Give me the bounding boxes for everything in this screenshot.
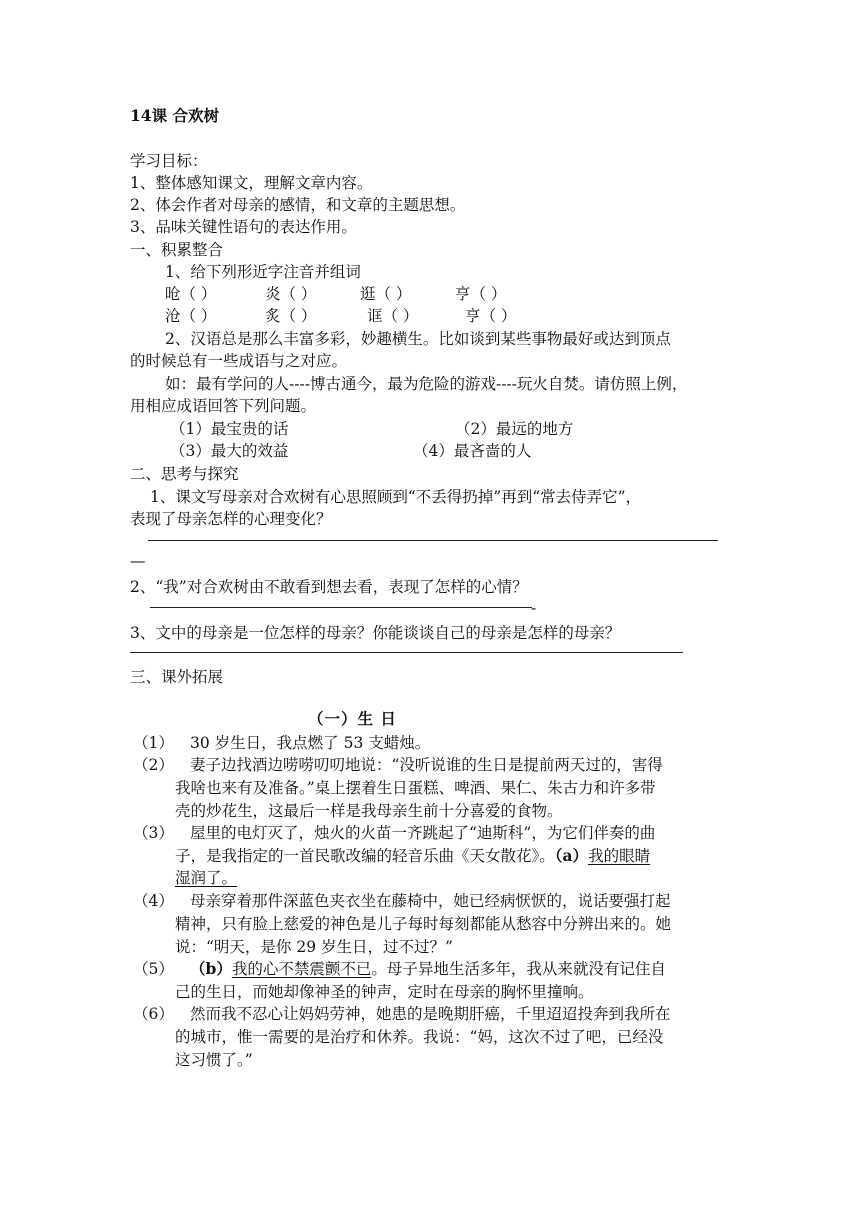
para-2-number: （2） bbox=[133, 756, 174, 774]
char-row-2-a: 沧（ ） bbox=[165, 307, 217, 325]
underlined-phrase-b: 我的心不禁震颤不已 bbox=[231, 960, 372, 978]
answer-line-3 bbox=[130, 652, 683, 653]
para-5-line-1-rest: 。母子异地生活多年，我从来就没有记住自 bbox=[371, 960, 666, 978]
section-3-heading: 三、课外拓展 bbox=[130, 668, 224, 686]
para-6-line-2: 的城市，惟一需要的是治疗和休养。我说：“妈，这次不过了吧，已经没 bbox=[175, 1028, 664, 1046]
answer-line-2 bbox=[150, 607, 532, 608]
para-5-number: （5） bbox=[133, 960, 174, 978]
para-5-line-1 bbox=[190, 958, 666, 980]
char-row-1-d: 亨（ ） bbox=[455, 285, 507, 303]
para-3-line-2-text: 子，是我指定的一首民歌改编的轻音乐曲《天女散花》。 bbox=[175, 847, 555, 865]
s1-question-2-line-4: 用相应成语回答下列问题。 bbox=[130, 397, 317, 415]
lesson-title: 14课 合欢树 bbox=[130, 106, 219, 125]
answer-line-1 bbox=[148, 540, 718, 541]
char-row-1-a: 呛（ ） bbox=[165, 285, 217, 303]
section-1-heading: 一、积累整合 bbox=[130, 241, 224, 259]
para-6-line-1: 然而我不忍心让妈妈劳神，她患的是晚期肝癌，千里迢迢投奔到我所在 bbox=[190, 1005, 671, 1023]
goal-item-3: 3、品味关键性语句的表达作用。 bbox=[130, 218, 357, 236]
char-row-2-c: 诓（ ） bbox=[367, 307, 419, 325]
s2-question-3: 3、文中的母亲是一位怎样的母亲？你能谈谈自己的母亲是怎样的母亲？ bbox=[130, 624, 621, 642]
para-6-number: （6） bbox=[133, 1005, 174, 1023]
underlined-phrase-a-part-1: 我的眼睛 bbox=[588, 847, 651, 865]
para-2-line-1: 妻子边找酒边唠唠叨叨地说：“没听说谁的生日是提前两天过的，害得 bbox=[190, 756, 663, 774]
para-4-line-1: 母亲穿着那件深蓝色夹衣坐在藤椅中，她已经病恹恹的，说话要强打起 bbox=[190, 892, 671, 910]
reading-subtitle: （一）生 日 bbox=[308, 709, 397, 728]
para-4-line-3: 说：“明天，是你 29 岁生日，过不过？” bbox=[175, 938, 453, 956]
underlined-phrase-a-part-2: 湿润了。 bbox=[175, 869, 238, 887]
option-3: （3）最大的效益 bbox=[170, 442, 289, 460]
s1-question-1: 1、给下列形近字注音并组词 bbox=[165, 263, 361, 281]
answer-line-1-tail: — bbox=[130, 552, 146, 570]
para-3-line-2 bbox=[175, 845, 650, 867]
para-1-number: （1） bbox=[133, 734, 174, 752]
char-row-2-b: 炙（ ） bbox=[265, 307, 317, 325]
s1-question-2-line-1: 2、汉语总是那么丰富多彩，妙趣横生。比如谈到某些事物最好或达到顶点 bbox=[165, 330, 671, 348]
answer-line-2-tail: - bbox=[531, 599, 537, 617]
char-row-1-c: 逛（ ） bbox=[360, 285, 412, 303]
s1-question-2-line-3: 如：最有学问的人----博古通今，最为危险的游戏----玩火自焚。请仿照上例， bbox=[165, 375, 688, 393]
s2-question-1-line-2: 表现了母亲怎样的心理变化？ bbox=[130, 510, 332, 528]
char-row-1-b: 炎（ ） bbox=[265, 285, 317, 303]
s1-question-2-line-2: 的时候总有一些成语与之对应。 bbox=[130, 352, 348, 370]
para-3-line-1: 屋里的电灯灭了，烛火的火苗一齐跳起了“迪斯科”，为它们伴奏的曲 bbox=[190, 824, 656, 842]
section-2-heading: 二、思考与探究 bbox=[130, 465, 239, 483]
option-4: （4）最吝啬的人 bbox=[413, 442, 532, 460]
option-2: （2）最远的地方 bbox=[455, 420, 574, 438]
para-5-line-2: 己的生日，而她却像神圣的钟声，定时在母亲的胸怀里撞响。 bbox=[175, 983, 594, 1001]
para-2-line-2: 我啥也来有及准备。”桌上摆着生日蛋糕、啤酒、果仁、朱古力和许多带 bbox=[175, 779, 656, 797]
para-1-line-1: 30 岁生日，我点燃了 53 支蜡烛。 bbox=[190, 734, 431, 752]
mark-a: （a） bbox=[554, 846, 589, 865]
para-4-number: （4） bbox=[133, 892, 174, 910]
goal-item-2: 2、体会作者对母亲的感情，和文章的主题思想。 bbox=[130, 196, 466, 214]
goals-heading: 学习目标： bbox=[130, 152, 208, 170]
s2-question-2: 2、“我”对合欢树由不敢看到想去看，表现了怎样的心情？ bbox=[130, 578, 528, 596]
para-2-line-3: 壳的炒花生，这最后一样是我母亲生前十分喜爱的食物。 bbox=[175, 802, 563, 820]
para-4-line-2: 精神，只有脸上慈爱的神色是儿子每时每刻都能从愁容中分辨出来的。她 bbox=[175, 915, 672, 933]
option-1: （1）最宝贵的话 bbox=[170, 420, 289, 438]
goal-item-1: 1、整体感知课文，理解文章内容。 bbox=[130, 174, 373, 192]
s2-question-1-line-1: 1、课文写母亲对合欢树有心思照顾到“不丢得扔掉”再到“常去侍弄它”， bbox=[150, 488, 642, 506]
para-3-number: （3） bbox=[133, 824, 174, 842]
para-6-line-3: 这习惯了。” bbox=[175, 1051, 253, 1069]
mark-b: （b） bbox=[190, 959, 232, 978]
char-row-2-d: 亨（ ） bbox=[465, 307, 517, 325]
